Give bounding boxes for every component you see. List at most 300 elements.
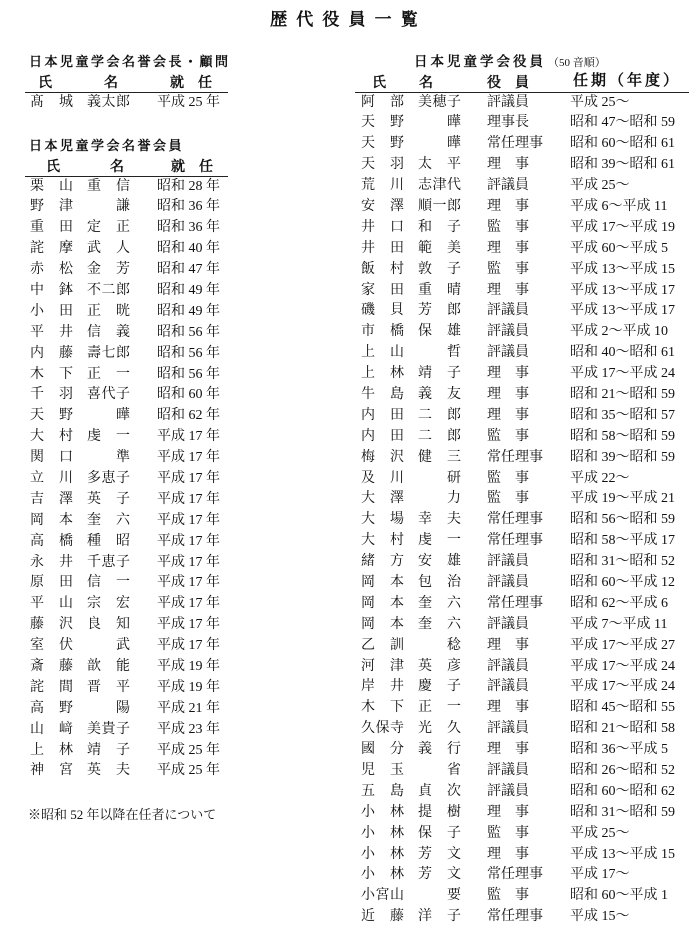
table-row	[0, 469, 690, 490]
term-of-office: 昭和 39～昭和 61	[570, 157, 675, 173]
family-name: 永井	[30, 554, 88, 570]
officer-role: 理 事	[487, 637, 529, 653]
term-of-office: 平成 17 年	[157, 470, 220, 486]
family-name: 阿部	[361, 94, 419, 110]
officer-role: 常任理事	[487, 595, 543, 611]
family-name: 家田	[361, 282, 419, 298]
term-of-office: 平成 23 年	[157, 721, 220, 737]
family-name: 井口	[361, 219, 419, 235]
term-of-office: 平成 19 年	[157, 658, 220, 674]
family-name: 上林	[361, 366, 419, 382]
term-of-office: 昭和 60～平成 1	[570, 888, 668, 904]
term-of-office: 平成 17 年	[157, 429, 220, 445]
term-of-office: 昭和 31～昭和 52	[570, 554, 675, 570]
given-name: 正一	[87, 366, 145, 382]
term-of-office: 昭和 60～昭和 62	[570, 783, 675, 799]
given-name: 順一郎	[418, 198, 462, 214]
officers-heading-note: （50 音順）	[548, 57, 606, 69]
family-name: 内田	[361, 428, 419, 444]
term-of-office: 昭和 47～昭和 59	[570, 115, 675, 131]
family-name: 岡本	[361, 616, 419, 632]
given-name: 稔	[447, 637, 461, 653]
term-of-office: 昭和 21～昭和 58	[570, 721, 675, 737]
term-of-office: 昭和 31～昭和 59	[570, 804, 675, 820]
column-header-term: 就 任	[170, 74, 212, 90]
given-name: 種昭	[87, 533, 145, 549]
family-name: 大村	[30, 429, 88, 445]
given-name: 力	[447, 491, 461, 507]
term-of-office: 昭和 56 年	[157, 366, 220, 382]
given-name: 要	[447, 888, 461, 904]
family-name: 井田	[361, 240, 419, 256]
term-of-office: 昭和 60 年	[157, 387, 220, 403]
officer-role: 評議員	[487, 554, 529, 570]
given-name: 信一	[87, 575, 145, 591]
given-name: 英子	[87, 491, 145, 507]
family-name: 室伏	[30, 638, 88, 654]
family-name: 飯村	[361, 261, 419, 277]
term-of-office: 昭和 56 年	[157, 345, 220, 361]
table-row	[0, 677, 690, 698]
term-of-office: 平成 15～	[570, 909, 630, 925]
officers-heading	[414, 53, 606, 72]
family-name: 平山	[30, 596, 88, 612]
officer-role: 理事長	[487, 115, 529, 131]
officer-role: 常任理事	[487, 512, 543, 528]
column-header-given: 名	[419, 74, 433, 90]
officer-role: 理 事	[487, 804, 529, 820]
table-row	[0, 406, 690, 427]
term-of-office: 平成 7～平成 11	[570, 616, 668, 632]
given-name: 太平	[418, 157, 476, 173]
officer-role: 評議員	[487, 574, 529, 590]
family-name: 荒川	[361, 178, 419, 194]
table-row	[0, 698, 690, 719]
term-of-office: 昭和 40～昭和 61	[570, 345, 675, 361]
term-of-office: 昭和 56 年	[157, 324, 220, 340]
term-of-office: 平成 17 年	[157, 491, 220, 507]
given-name: 靖子	[418, 366, 476, 382]
table-row	[0, 907, 690, 928]
officer-role: 監 事	[487, 219, 529, 235]
family-name: 小林	[361, 804, 419, 820]
table-row	[0, 531, 690, 552]
table-row	[0, 803, 690, 824]
term-of-office: 平成 17 年	[157, 450, 220, 466]
table-row	[0, 176, 690, 197]
term-of-office: 昭和 36～平成 5	[570, 742, 668, 758]
family-name: 近藤	[361, 909, 419, 925]
family-name: 詫摩	[30, 241, 88, 257]
table-row	[0, 761, 690, 782]
officers-heading-text: 日本児童学会役員	[414, 54, 546, 69]
term-of-office: 平成 25 年	[157, 94, 220, 110]
officer-role: 理 事	[487, 386, 529, 402]
given-name: 壽七郎	[87, 345, 131, 361]
given-name: 美貴子	[87, 721, 131, 737]
term-of-office: 平成 17 年	[157, 638, 220, 654]
family-name: 大澤	[361, 491, 419, 507]
family-name: 天野	[30, 408, 88, 424]
family-name: 岸井	[361, 679, 419, 695]
given-name: 曄	[116, 408, 130, 424]
family-name: 及川	[361, 470, 419, 486]
family-name: 天羽	[361, 157, 419, 173]
table-row	[0, 845, 690, 866]
officer-role: 監 事	[487, 491, 529, 507]
officer-role: 理 事	[487, 240, 529, 256]
given-name: 重信	[87, 178, 145, 194]
column-header-family: 氏	[38, 74, 52, 90]
given-name: 哲	[447, 345, 461, 361]
term-of-office: 平成 17～平成 24	[570, 679, 675, 695]
given-name: 不二郎	[87, 282, 131, 298]
family-name: 髙城	[30, 94, 88, 110]
officer-role: 理 事	[487, 407, 529, 423]
officer-role: 評議員	[487, 345, 529, 361]
given-name: 光久	[418, 721, 476, 737]
given-name: 洋子	[418, 909, 476, 925]
table-row	[0, 113, 690, 134]
term-of-office: 昭和 47 年	[157, 262, 220, 278]
family-name: 小宮山	[361, 888, 405, 904]
given-name: 義太郎	[87, 94, 131, 110]
given-name: 提樹	[418, 804, 476, 820]
column-header-term: 就 任	[171, 158, 213, 174]
term-of-office: 昭和 60～平成 12	[570, 574, 675, 590]
term-of-office: 平成 17～平成 19	[570, 219, 675, 235]
table-row	[0, 260, 690, 281]
given-name: 良知	[87, 617, 145, 633]
officer-role: 監 事	[487, 470, 529, 486]
family-name: 乙訓	[361, 637, 419, 653]
term-of-office: 平成 2～平成 10	[570, 324, 668, 340]
family-name: 木下	[30, 366, 88, 382]
family-name: 千羽	[30, 387, 88, 403]
term-of-office: 平成 17 年	[157, 596, 220, 612]
officer-role: 理 事	[487, 282, 529, 298]
table-row	[0, 427, 690, 448]
family-name: 赤松	[30, 262, 88, 278]
term-of-office: 昭和 62～平成 6	[570, 595, 668, 611]
table-row	[0, 301, 690, 322]
family-name: 高野	[30, 700, 88, 716]
officer-role: 監 事	[487, 261, 529, 277]
table-row	[0, 197, 690, 218]
family-name: 中鉢	[30, 282, 88, 298]
officer-role: 評議員	[487, 783, 529, 799]
footnote: ※昭和 52 年以降在任者について	[28, 807, 217, 822]
given-name: 慶子	[418, 679, 476, 695]
term-of-office: 平成 60～平成 5	[570, 240, 668, 256]
family-name: 神宮	[30, 763, 88, 779]
term-of-office: 平成 17～平成 27	[570, 637, 675, 653]
family-name: 山﨑	[30, 721, 88, 737]
table-row	[0, 489, 690, 510]
term-of-office: 昭和 62 年	[157, 408, 220, 424]
given-name: 奎六	[87, 512, 145, 528]
family-name: 立川	[30, 470, 88, 486]
officer-role: 評議員	[487, 616, 529, 632]
column-header-family: 氏	[372, 74, 386, 90]
given-name: 二郎	[418, 428, 476, 444]
officer-role: 常任理事	[487, 867, 543, 883]
family-name: 岡本	[361, 595, 419, 611]
term-of-office: 平成 17 年	[157, 554, 220, 570]
term-of-office: 昭和 39～昭和 59	[570, 449, 675, 465]
given-name: 晋平	[87, 679, 145, 695]
given-name: 敦子	[418, 261, 476, 277]
given-name: 義友	[418, 386, 476, 402]
given-name: 歆能	[87, 658, 145, 674]
term-of-office: 平成 19 年	[157, 679, 220, 695]
term-of-office: 平成 17 年	[157, 512, 220, 528]
given-name: 千恵子	[87, 554, 131, 570]
officer-role: 評議員	[487, 303, 529, 319]
officer-role: 評議員	[487, 763, 529, 778]
term-of-office: 平成 25～	[570, 94, 630, 110]
honorary-president-heading: 日本児童学会名誉会長・顧問	[29, 54, 231, 69]
given-name: 奎六	[418, 616, 476, 632]
table-row	[0, 824, 690, 845]
family-name: 木下	[361, 700, 419, 716]
family-name: 重田	[30, 220, 88, 236]
officer-role: 評議員	[487, 94, 529, 110]
family-name: 牛島	[361, 386, 419, 402]
given-name: 正晄	[87, 303, 145, 319]
family-name: 小田	[30, 303, 88, 319]
term-of-office: 平成 13～平成 15	[570, 846, 675, 862]
officer-role: 理 事	[487, 846, 529, 862]
given-name: 貞次	[418, 783, 476, 799]
table-row	[0, 343, 690, 364]
family-name: 國分	[361, 742, 419, 758]
given-name: 包治	[418, 574, 476, 590]
family-name: 大村	[361, 533, 419, 549]
given-name: 宗宏	[87, 596, 145, 612]
family-name: 小林	[361, 867, 419, 883]
given-name: 保雄	[418, 324, 476, 340]
term-of-office: 平成 13～平成 17	[570, 303, 675, 319]
given-name: 武	[116, 638, 130, 654]
table-row	[0, 134, 690, 155]
given-name: 芳郎	[418, 303, 476, 319]
given-name: 芳文	[418, 867, 476, 883]
officer-role: 常任理事	[487, 449, 543, 465]
family-name: 五島	[361, 783, 419, 799]
family-name: 野津	[30, 199, 88, 215]
given-name: 幸夫	[418, 512, 476, 528]
family-name: 緒方	[361, 554, 419, 570]
column-header-family: 氏	[46, 158, 60, 174]
term-of-office: 平成 17 年	[157, 617, 220, 633]
table-row	[0, 573, 690, 594]
officer-role: 理 事	[487, 742, 529, 758]
given-name: 虔一	[87, 429, 145, 445]
term-of-office: 平成 25～	[570, 178, 630, 194]
given-name: 曄	[447, 115, 461, 131]
family-name: 平井	[30, 324, 88, 340]
term-of-office: 平成 13～平成 15	[570, 261, 675, 277]
given-name: 和子	[418, 219, 476, 235]
term-of-office: 平成 22～	[570, 470, 630, 486]
given-name: 英彦	[418, 658, 476, 674]
given-name: 研	[447, 470, 461, 486]
term-of-office: 平成 25 年	[157, 763, 220, 779]
table-row	[0, 239, 690, 260]
table-row	[0, 218, 690, 239]
family-name: 岡本	[361, 574, 419, 590]
family-name: 児玉	[361, 763, 419, 778]
term-of-office: 平成 17～平成 24	[570, 366, 675, 382]
given-name: 奎六	[418, 595, 476, 611]
family-name: 詫間	[30, 679, 88, 695]
table-row	[0, 657, 690, 678]
family-name: 小林	[361, 825, 419, 841]
term-of-office: 平成 19～平成 21	[570, 491, 675, 507]
family-name: 河津	[361, 658, 419, 674]
family-name: 大場	[361, 512, 419, 528]
honorary-members-heading: 日本児童学会名誉会員	[29, 138, 185, 153]
family-name: 天野	[361, 115, 419, 131]
table-row	[0, 281, 690, 302]
given-name: 武人	[87, 241, 145, 257]
table-row	[0, 385, 690, 406]
table-row	[0, 636, 690, 657]
column-header-given: 名	[104, 74, 118, 90]
officer-role: 評議員	[487, 658, 529, 674]
term-of-office: 昭和 45～昭和 55	[570, 700, 675, 716]
term-of-office: 昭和 58～昭和 59	[570, 428, 675, 444]
table-row	[0, 322, 690, 343]
term-of-office: 平成 17 年	[157, 533, 220, 549]
given-name: 陽	[116, 700, 130, 716]
term-of-office: 平成 25～	[570, 825, 630, 841]
table-row	[0, 740, 690, 761]
officer-role: 常任理事	[487, 136, 543, 152]
term-of-office: 平成 25 年	[157, 742, 220, 758]
family-name: 吉澤	[30, 491, 88, 507]
given-name: 金芳	[87, 262, 145, 278]
family-name: 内藤	[30, 345, 88, 361]
term-of-office: 昭和 36 年	[157, 199, 220, 215]
given-name: 英夫	[87, 763, 145, 779]
given-name: 二郎	[418, 407, 476, 423]
table-row	[0, 552, 690, 573]
term-of-office: 昭和 36 年	[157, 220, 220, 236]
given-name: 定正	[87, 220, 145, 236]
term-of-office: 昭和 49 年	[157, 282, 220, 298]
term-of-office: 昭和 28 年	[157, 178, 220, 194]
table-row	[0, 510, 690, 531]
term-of-office: 昭和 35～昭和 57	[570, 407, 675, 423]
family-name: 原田	[30, 575, 88, 591]
term-of-office: 平成 17 年	[157, 575, 220, 591]
given-name: 省	[447, 763, 461, 778]
given-name: 信義	[87, 324, 145, 340]
officer-role: 理 事	[487, 700, 529, 716]
table-row	[0, 364, 690, 385]
officer-role: 評議員	[487, 178, 529, 194]
given-name: 範美	[418, 240, 476, 256]
officers-list	[0, 93, 690, 929]
family-name: 市橋	[361, 324, 419, 340]
given-name: 謙	[116, 199, 130, 215]
term-of-office: 昭和 40 年	[157, 241, 220, 257]
family-name: 関口	[30, 450, 88, 466]
term-of-office: 昭和 56～昭和 59	[570, 512, 675, 528]
table-row	[0, 865, 690, 886]
given-name: 靖子	[87, 742, 145, 758]
family-name: 内田	[361, 407, 419, 423]
given-name: 曄	[447, 136, 461, 152]
given-name: 虔一	[418, 533, 476, 549]
given-name: 準	[116, 450, 130, 466]
given-name: 保子	[418, 825, 476, 841]
given-name: 美穂子	[418, 94, 462, 110]
given-name: 健三	[418, 449, 476, 465]
family-name: 高橋	[30, 533, 88, 549]
page-title: 歴 代 役 員 一 覧	[270, 10, 420, 29]
given-name: 喜代子	[87, 387, 131, 403]
term-of-office: 平成 17～平成 24	[570, 658, 675, 674]
family-name: 天野	[361, 136, 419, 152]
family-name: 久保寺	[361, 721, 405, 737]
officer-role: 理 事	[487, 157, 529, 173]
term-of-office: 昭和 26～昭和 52	[570, 763, 675, 778]
officer-role: 評議員	[487, 679, 529, 695]
table-row	[0, 93, 690, 114]
officer-role: 常任理事	[487, 533, 543, 549]
column-header-role: 役 員	[487, 74, 529, 90]
term-of-office: 平成 6～平成 11	[570, 198, 668, 214]
term-of-office: 昭和 58～平成 17	[570, 533, 675, 549]
family-name: 岡本	[30, 512, 88, 528]
officer-role: 理 事	[487, 198, 529, 214]
term-of-office: 平成 21 年	[157, 700, 220, 716]
term-of-office: 平成 17～	[570, 867, 630, 883]
column-header-term: 任期（年度）	[573, 72, 682, 89]
family-name: 梅沢	[361, 449, 419, 465]
family-name: 藤沢	[30, 617, 88, 633]
officer-role: 監 事	[487, 888, 529, 904]
officer-role: 監 事	[487, 825, 529, 841]
officer-role: 常任理事	[487, 909, 543, 925]
given-name: 多恵子	[87, 470, 131, 486]
family-name: 栗山	[30, 178, 88, 194]
term-of-office: 昭和 49 年	[157, 303, 220, 319]
table-row	[0, 886, 690, 907]
given-name: 安雄	[418, 554, 476, 570]
given-name: 義行	[418, 742, 476, 758]
table-row	[0, 615, 690, 636]
table-row	[0, 782, 690, 803]
officer-role: 理 事	[487, 366, 529, 382]
term-of-office: 昭和 21～昭和 59	[570, 386, 675, 402]
table-row	[0, 719, 690, 740]
table-row	[0, 155, 690, 176]
family-name: 小林	[361, 846, 419, 862]
term-of-office: 平成 13～平成 17	[570, 282, 675, 298]
officer-role: 評議員	[487, 324, 529, 340]
table-row	[0, 448, 690, 469]
officer-role: 監 事	[487, 428, 529, 444]
column-header-given: 名	[110, 158, 124, 174]
family-name: 上山	[361, 345, 419, 361]
given-name: 正一	[418, 700, 476, 716]
term-of-office: 昭和 60～昭和 61	[570, 136, 675, 152]
given-name: 志津代	[418, 178, 462, 194]
